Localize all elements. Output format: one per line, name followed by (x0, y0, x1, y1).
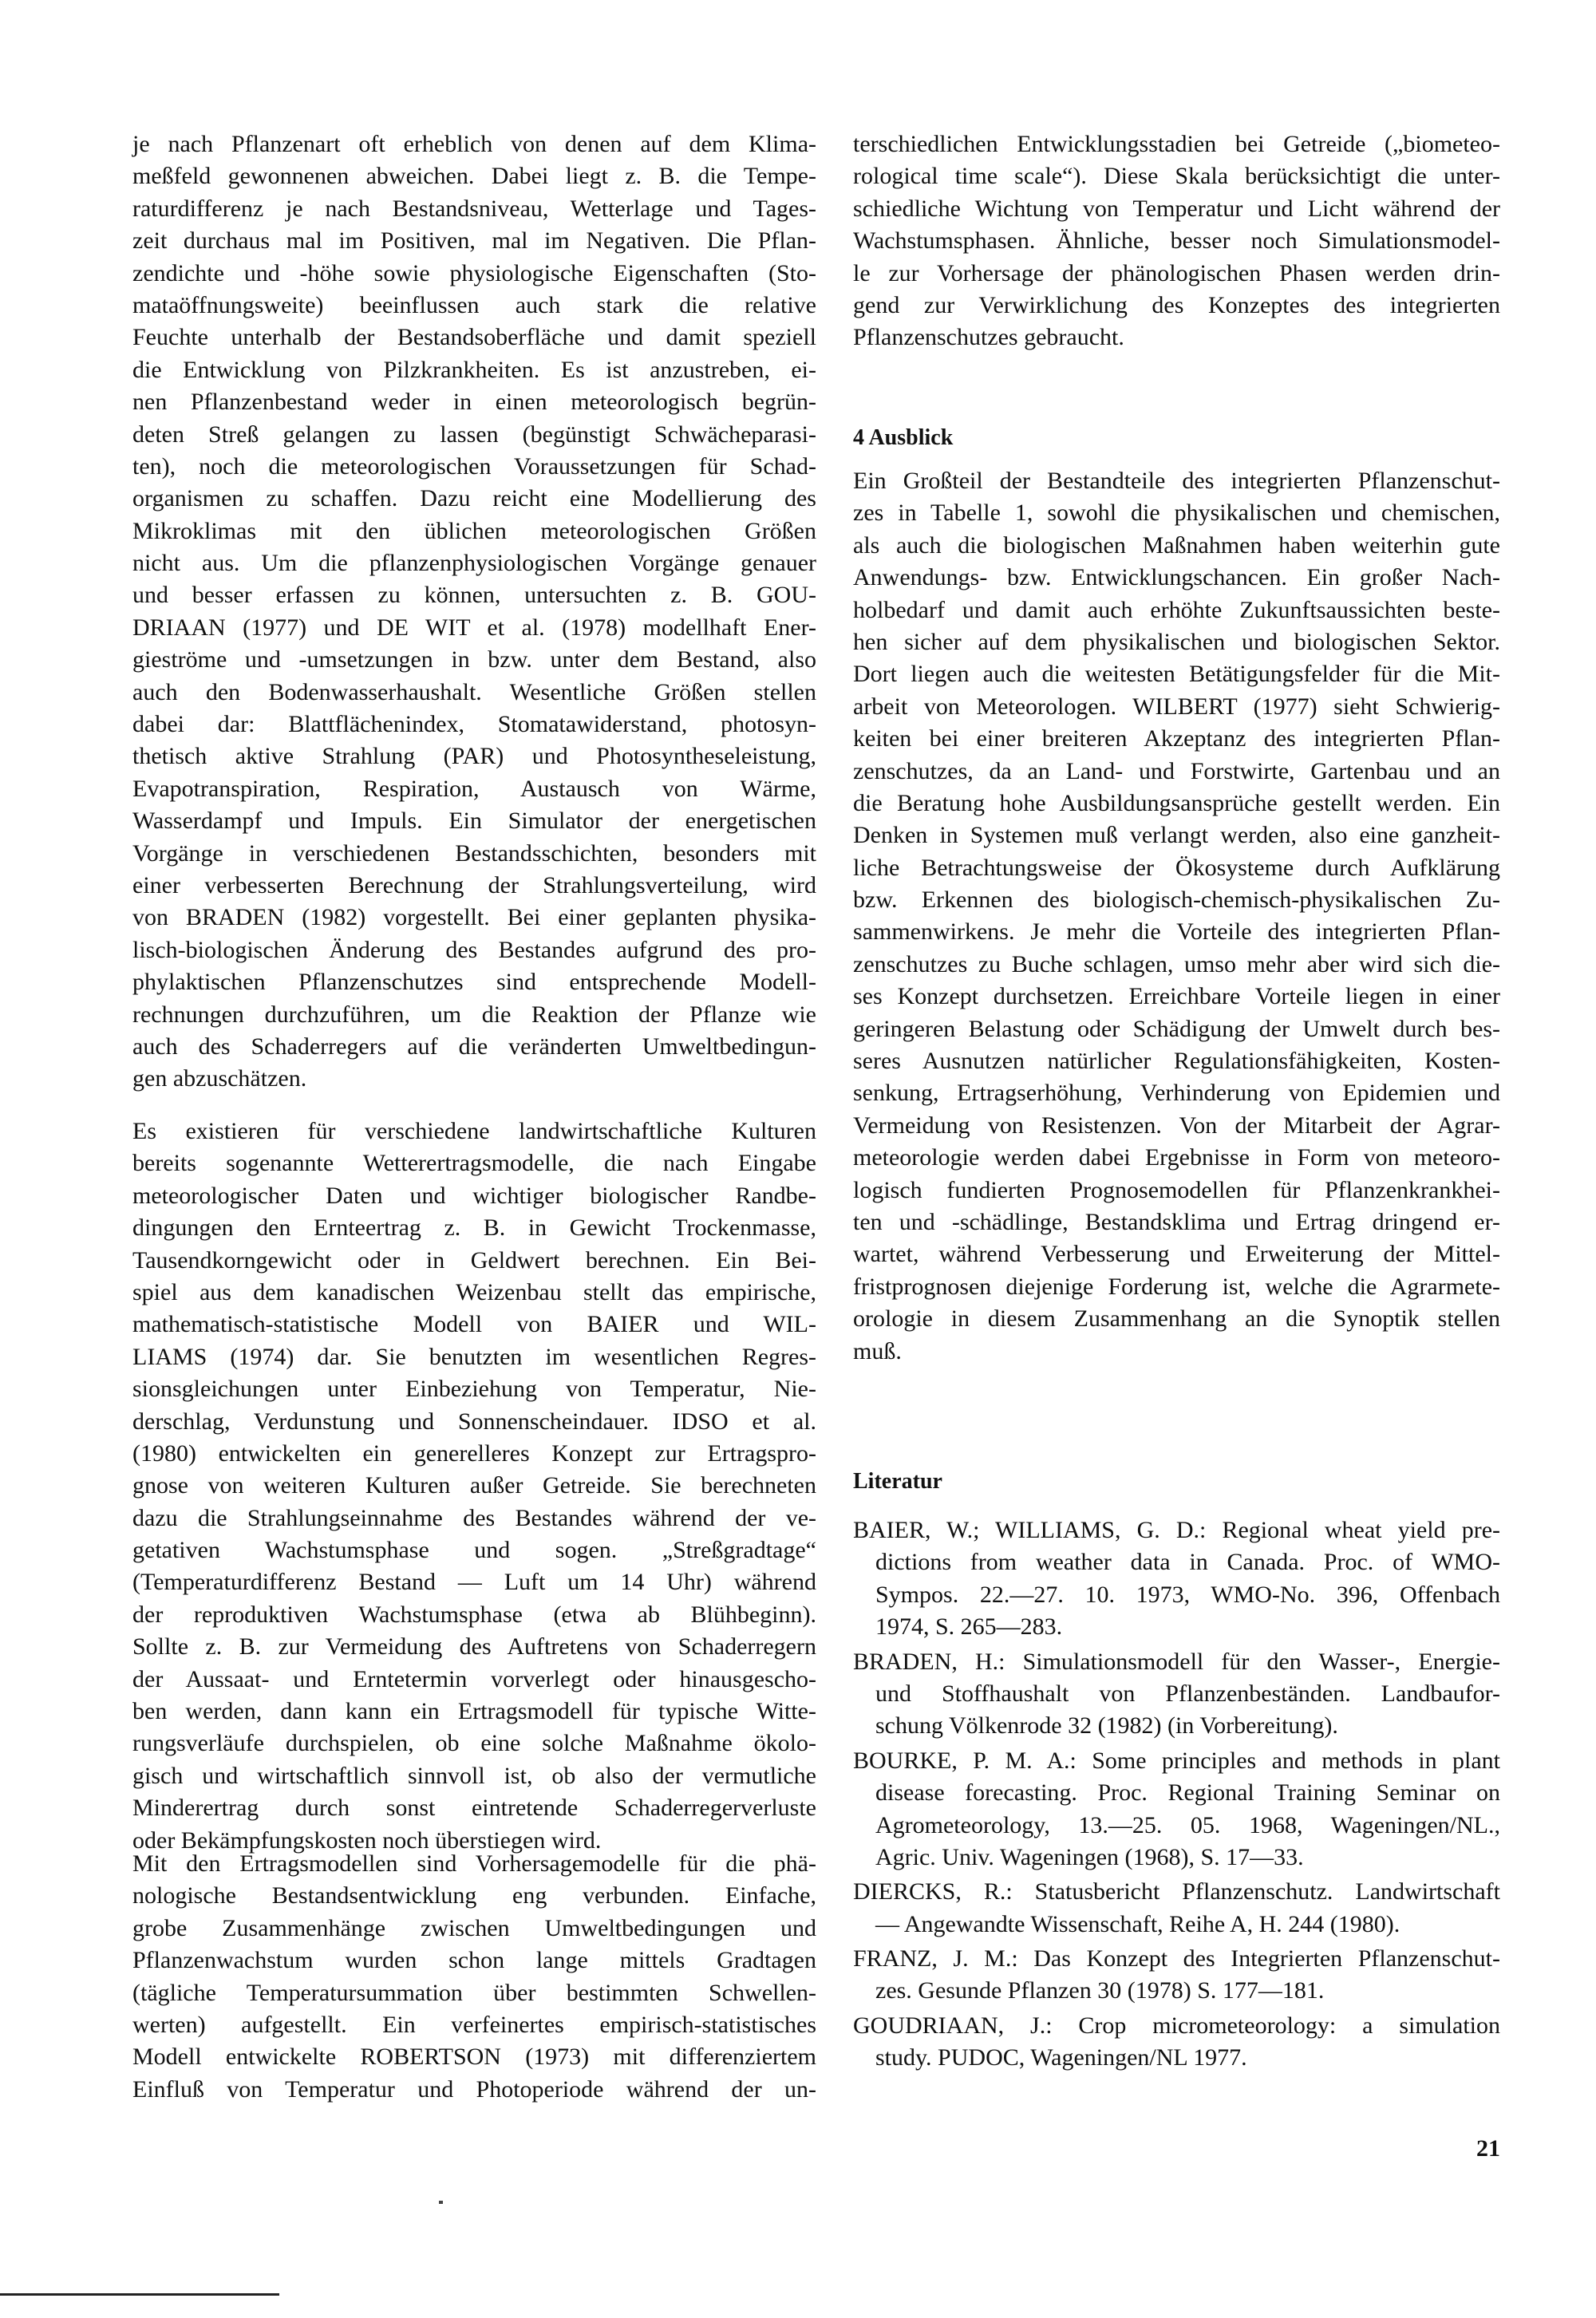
text-line: wartet, während Verbesserung und Erweiterung der Mittel- (853, 1241, 1500, 1268)
text-line: derschlag, Verdunstung und Sonnenscheindauer. IDSO et al. (132, 1408, 816, 1435)
text-line: dingungen den Ernteertrag z. B. in Gewicht Trockenmasse, (132, 1214, 816, 1242)
text-line: getativen Wachstumsphase und sogen. „Streßgradtage“ (132, 1537, 816, 1564)
text-line: Wasserdampf und Impuls. Ein Simulator der energetischen (132, 808, 816, 835)
text-line: phylaktischen Pflanzenschutzes sind entsprechende Modell- (132, 969, 816, 996)
left-paragraph-3 (132, 1848, 816, 2106)
reference-line: BOURKE, P. M. A.: Some principles and methods in plant (853, 1747, 1500, 1774)
text-line: lisch-biologischen Änderung des Bestandes aufgrund des pro- (132, 936, 816, 963)
text-line: thetisch aktive Strahlung (PAR) und Photosyntheseleistung, (132, 743, 816, 770)
text-line: nologische Bestandsentwicklung eng verbunden. Einfache, (132, 1882, 816, 1909)
reference-line: Agric. Univ. Wageningen (1968), S. 17—33. (875, 1843, 1304, 1870)
text-line: sionsgleichungen unter Einbeziehung von Temperatur, Nie- (132, 1376, 816, 1403)
reference-list (853, 1514, 1500, 2077)
text-line: orologie in diesem Zusammenhang an die Synoptik stellen (853, 1305, 1500, 1333)
reference-entry (853, 1876, 1500, 1941)
text-line: Dort liegen auch die weitesten Betätigungsfelder für die Mit- (853, 661, 1500, 688)
reference-line: 1974, S. 265—283. (875, 1613, 1063, 1641)
reference-line: BAIER, W.; WILLIAMS, G. D.: Regional wheat yield pre- (853, 1517, 1500, 1543)
reference-entry (853, 1646, 1500, 1743)
reference-entry (853, 1943, 1500, 2008)
text-line: die Entwicklung von Pilzkrankheiten. Es ist anzustreben, ei- (132, 356, 816, 383)
text-line: (Temperaturdifferenz Bestand — Luft um 14 Uhr) während (132, 1569, 816, 1596)
reference-line: study. PUDOC, Wageningen/NL 1977. (875, 2044, 1247, 2071)
reference-line: zes. Gesunde Pflanzen 30 (1978) S. 177—181. (875, 1977, 1325, 2004)
text-line: oder Bekämpfungskosten noch überstiegen wird. (132, 1826, 602, 1854)
text-line: als auch die biologischen Maßnahmen haben weiterhin gute (853, 531, 1500, 559)
text-line: (1980) entwickelten ein generelleres Konzept zur Ertragspro- (132, 1439, 816, 1467)
reference-line: GOUDRIAAN, J.: Crop micrometeorology: a simulation (853, 2012, 1500, 2039)
text-line: zenschutzes, da an Land- und Forstwirte, Gartenbau und an (853, 757, 1500, 784)
text-line: rological time scale“). Diese Skala berücksichtigt die unter- (853, 163, 1500, 190)
text-line: Sollte z. B. zur Vermeidung des Auftretens von Schaderregern (132, 1633, 816, 1661)
reference-entry (853, 1745, 1500, 1874)
text-line: bzw. Erkennen des biologisch-chemisch-physikalischen Zu- (853, 887, 1500, 914)
text-line: die Beratung hohe Ausbildungsansprüche gestellt werden. Ein (853, 789, 1500, 816)
text-line: der reproduktiven Wachstumsphase (etwa ab Blühbeginn). (132, 1601, 816, 1628)
text-line: liche Betrachtungsweise der Ökosysteme durch Aufklärung (853, 854, 1500, 881)
reference-line: DIERCKS, R.: Statusbericht Pflanzenschutz. Landwirtschaft (853, 1878, 1500, 1905)
text-line: rungsverläufe durchspielen, ob eine solche Maßnahme ökolo- (132, 1730, 816, 1757)
text-line: Pflanzenschutzes gebraucht. (853, 324, 1124, 351)
bottom-rule (0, 2293, 279, 2296)
text-line: ten), noch die meteorologischen Voraussetzungen für Schad- (132, 452, 816, 480)
text-line: werten) aufgestellt. Ein verfeinertes empirisch-statistisches (132, 2011, 816, 2038)
reference-line: dictions from weather data in Canada. Proc. of WMO- (875, 1549, 1500, 1576)
text-line: arbeit von Meteorologen. WILBERT (1977) sieht Schwierig- (853, 693, 1500, 720)
text-line: raturdifferenz je nach Bestandsniveau, Wetterlage und Tages- (132, 195, 816, 222)
text-line: nen Pflanzenbestand weder in einen meteorologisch begrün- (132, 389, 816, 416)
text-line: ses Konzept durchsetzen. Erreichbare Vorteile liegen in einer (853, 983, 1500, 1010)
text-line: und besser erfassen zu können, untersuchten z. B. GOU- (132, 582, 816, 609)
text-line: hen sicher auf dem physikalischen und biologischen Sektor. (853, 628, 1500, 655)
text-line: Mikroklimas mit den üblichen meteorologischen Größen (132, 517, 816, 544)
text-line: gisch und wirtschaftlich sinnvoll ist, ob also der vermutliche (132, 1762, 816, 1789)
text-line: mathematisch-statistische Modell von BAIER und WIL- (132, 1311, 816, 1338)
section-heading: 4 Ausblick (853, 425, 954, 450)
text-line: LIAMS (1974) dar. Sie benutzten im wesentlichen Regres- (132, 1343, 816, 1370)
text-line: organismen zu schaffen. Dazu reicht eine Modellierung des (132, 485, 816, 512)
text-line: le zur Vorhersage der phänologischen Phasen werden drin- (853, 259, 1500, 286)
text-line: (tägliche Temperatursummation über bestimmten Schwellen- (132, 1979, 816, 2006)
right-paragraph-2 (853, 465, 1500, 1368)
text-line: Denken in Systemen muß verlangt werden, also eine ganzheit- (853, 822, 1500, 849)
text-line: muß. (853, 1337, 902, 1364)
text-line: geringeren Belastung oder Schädigung der Umwelt durch bes- (853, 1015, 1500, 1042)
text-line: gnose von weiteren Kulturen außer Getreide. Sie berechneten (132, 1472, 816, 1499)
text-line: Mit den Ertragsmodellen sind Vorhersagemodelle für die phä- (132, 1850, 816, 1877)
text-line: Tausendkorngewicht oder in Geldwert berechnen. Ein Bei- (132, 1246, 816, 1274)
text-line: ten und -schädlinge, Bestandsklima und Ertrag dringend er- (853, 1208, 1500, 1235)
text-line: Modell entwickelte ROBERTSON (1973) mit differenziertem (132, 2044, 816, 2071)
text-line: nicht aus. Um die pflanzenphysiologischen Vorgänge genauer (132, 550, 816, 577)
text-line: gieströme und -umsetzungen in bzw. unter dem Bestand, also (132, 646, 816, 673)
reference-line: BRADEN, H.: Simulationsmodell für den Wasser-, Energie- (853, 1648, 1500, 1675)
text-line: seres Ausnutzen natürlicher Regulationsfähigkeiten, Kosten- (853, 1048, 1500, 1075)
text-line: meßfeld gewonnenen abweichen. Dabei liegt z. B. die Tempe- (132, 163, 816, 190)
text-line: Minderertrag durch sonst eintretende Schaderregerverluste (132, 1795, 816, 1822)
text-line: sammenwirkens. Je mehr die Vorteile des integrierten Pflan- (853, 918, 1500, 946)
text-line: Ein Großteil der Bestandteile des integrierten Pflanzenschut- (853, 468, 1500, 494)
reference-entry (853, 2010, 1500, 2075)
text-line: der Aussaat- und Erntetermin vorverlegt oder hinausgescho- (132, 1665, 816, 1692)
text-line: Einfluß von Temperatur und Photoperiode während der un- (132, 2075, 816, 2103)
text-line: dazu die Strahlungseinnahme des Bestandes während der ve- (132, 1504, 816, 1531)
text-line: rechnungen durchzuführen, um die Reaktion der Pflanze wie (132, 1001, 816, 1028)
text-line: keiten bei einer breiteren Akzeptanz des integrierten Pflan- (853, 725, 1500, 752)
right-paragraph-1 (853, 128, 1500, 354)
text-line: Pflanzenwachstum wurden schon lange mittels Gradtagen (132, 1947, 816, 1974)
text-line: mataöffnungsweite) beeinflussen auch stark die relative (132, 291, 816, 318)
reference-line: und Stoffhaushalt von Pflanzenbeständen. Landbaufor- (875, 1680, 1500, 1707)
left-paragraph-1 (132, 128, 816, 1096)
text-line: Vorgänge in verschiedenen Bestandsschichten, besonders mit (132, 839, 816, 867)
text-line: auch den Bodenwasserhaushalt. Wesentliche Größen stellen (132, 678, 816, 705)
text-line: zes in Tabelle 1, sowohl die physikalischen und chemischen, (853, 500, 1500, 527)
reference-line: schung Völkenrode 32 (1982) (in Vorbereitung). (875, 1712, 1338, 1739)
text-line: bereits sogenannte Wetterertragsmodelle, die nach Eingabe (132, 1150, 816, 1177)
text-line: schiedliche Wichtung von Temperatur und Licht während der (853, 195, 1500, 222)
text-line: spiel aus dem kanadischen Weizenbau stellt das empirische, (132, 1278, 816, 1305)
text-line: ben werden, dann kann ein Ertragsmodell für typische Witte- (132, 1698, 816, 1725)
text-line: Wachstumsphasen. Ähnliche, besser noch Simulationsmodel- (853, 227, 1500, 255)
text-line: je nach Pflanzenart oft erheblich von denen auf dem Klima- (132, 131, 816, 157)
text-line: holbedarf und damit auch erhöhte Zukunftsaussichten beste- (853, 596, 1500, 623)
scan-speck (439, 2201, 443, 2204)
left-paragraph-2 (132, 1116, 816, 1857)
text-line: grobe Zusammenhänge zwischen Umweltbedingungen und (132, 1914, 816, 1941)
text-line: fristprognosen diejenige Forderung ist, welche die Agrarmete- (853, 1273, 1500, 1300)
text-line: terschiedlichen Entwicklungsstadien bei Getreide („biometeo- (853, 131, 1500, 157)
reference-line: — Angewandte Wissenschaft, Reihe A, H. 244 (1980). (875, 1910, 1400, 1937)
text-line: meteorologischer Daten und wichtiger biologischer Randbe- (132, 1182, 816, 1209)
text-line: Es existieren für verschiedene landwirtschaftliche Kulturen (132, 1118, 816, 1144)
text-line: zenschutzes zu Buche schlagen, umso mehr aber wird sich die- (853, 950, 1500, 977)
reference-entry (853, 1514, 1500, 1644)
text-line: Feuchte unterhalb der Bestandsoberfläche und damit speziell (132, 324, 816, 351)
text-line: zeit durchaus mal im Positiven, mal im Negativen. Die Pflan- (132, 227, 816, 255)
page-number: 21 (1476, 2135, 1500, 2162)
text-line: Vermeidung von Resistenzen. Von der Mitarbeit der Agrar- (853, 1112, 1500, 1139)
text-line: senkung, Ertragserhöhung, Verhinderung von Epidemien und (853, 1080, 1500, 1107)
reference-line: FRANZ, J. M.: Das Konzept des Integrierten Pflanzenschut- (853, 1945, 1500, 1972)
text-line: Anwendungs- bzw. Entwicklungschancen. Ein großer Nach- (853, 564, 1500, 591)
reference-line: Sympos. 22.—27. 10. 1973, WMO-No. 396, Offenbach (875, 1581, 1500, 1608)
text-line: deten Streß gelangen zu lassen (begünstigt Schwächeparasi- (132, 421, 816, 448)
text-line: meteorologie werden dabei Ergebnisse in Form von meteoro- (853, 1144, 1500, 1171)
reference-line: disease forecasting. Proc. Regional Training Seminar on (875, 1779, 1500, 1807)
literature-heading: Literatur (853, 1469, 942, 1494)
text-line: einer verbesserten Berechnung der Strahlungsverteilung, wird (132, 871, 816, 898)
text-line: logisch fundierten Prognosemodellen für Pflanzenkrankhei- (853, 1176, 1500, 1203)
text-line: dabei dar: Blattflächenindex, Stomatawiderstand, photosyn- (132, 711, 816, 738)
text-line: zendichte und -höhe sowie physiologische Eigenschaften (Sto- (132, 259, 816, 286)
reference-line: Agrometeorology, 13.—25. 05. 1968, Wageningen/NL., (875, 1811, 1500, 1838)
text-line: DRIAAN (1977) und DE WIT et al. (1978) modellhaft Ener- (132, 614, 816, 641)
text-line: auch des Schaderregers auf die veränderten Umweltbedingun- (132, 1033, 816, 1060)
text-line: von BRADEN (1982) vorgestellt. Bei einer geplanten physika- (132, 904, 816, 931)
text-line: Evapotranspiration, Respiration, Austausch von Wärme, (132, 775, 816, 802)
text-line: gen abzuschätzen. (132, 1065, 307, 1092)
text-line: gend zur Verwirklichung des Konzeptes des integrierten (853, 291, 1500, 318)
